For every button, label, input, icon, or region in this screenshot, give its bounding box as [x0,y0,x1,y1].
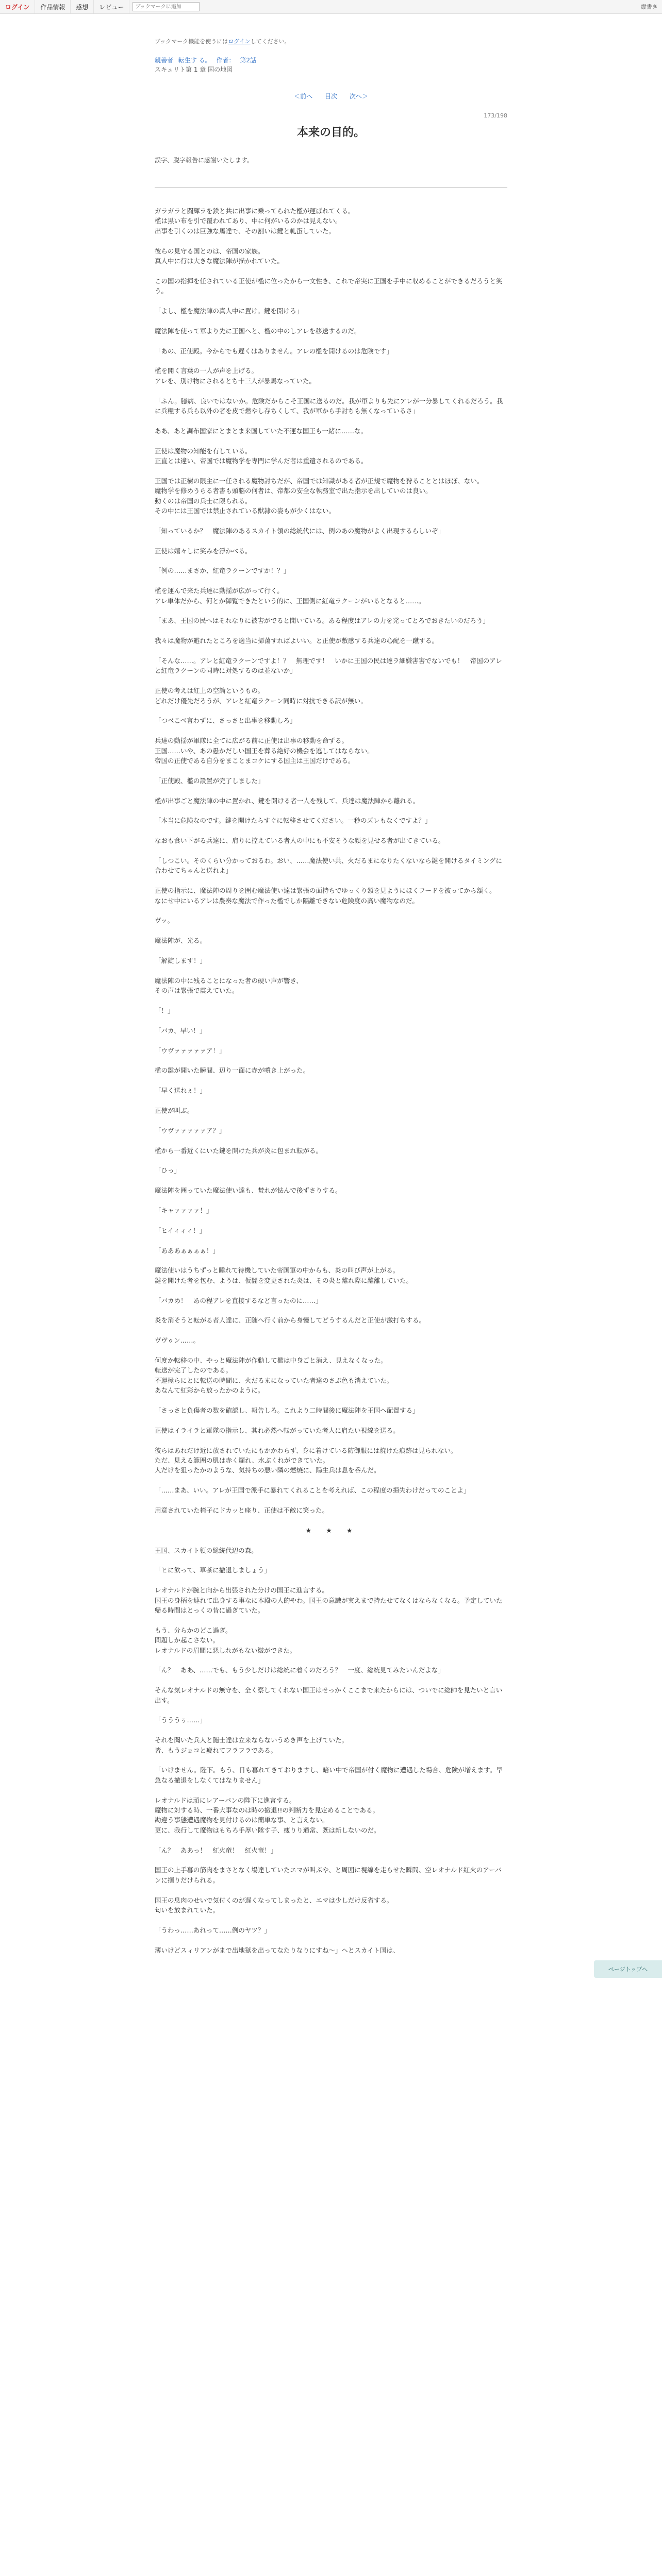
body-paragraph: 用意されていた椅子にドカッと座り、正使は不敵に笑った。 [155,1506,329,1514]
breadcrumb-item: 作者： [216,57,235,64]
chapter-title: 本来の目的。 [296,126,365,139]
body-paragraph: 「ひっ」 [155,1166,181,1175]
breadcrumb-item[interactable]: 第2話 [240,57,256,64]
body-paragraph: ヴヴゥン……。 [155,1336,200,1345]
paragraph-spacer [155,1885,507,1895]
paragraph-spacer [155,846,507,856]
paragraph-spacer [155,1496,507,1505]
paragraph-spacer [155,1555,507,1565]
body-paragraph: ★ ★ ★ [305,1526,357,1534]
paragraph-spacer [155,1256,507,1265]
paragraph-spacer [155,1056,507,1065]
paragraph-spacer [155,296,507,306]
bookmark-add-box[interactable] [133,2,200,11]
body-paragraph: 「知っているか？ 魔法陣のあるスカイト領の総統代には、例のあの魔物がよく出現するらしいぞ」 [155,527,445,535]
body-paragraph: ああ、あと調布国家にとまとま来国していた不運な国王も一緒に……な。 [155,427,368,435]
paragraph-spacer [155,1476,507,1485]
paragraph-spacer [155,1285,507,1295]
body-paragraph: 彼らはあれだけ近に放されていたにもかかわらず、身に着けている防御服には焼けた痕跡は見られない。 ただ、見える範囲の肌は赤く爛れ、水ぶくれができていた。 人だけを狙ったかのような、気持ちの悪い隣の燃焼に、陽生兵は息を呑んだ。 [155,1446,457,1475]
paragraph-spacer [155,436,507,446]
body-paragraph: この国の指揮を任されている正使が檻に位ったから一文性き、これで帝実に王国を手中に収めることができるだろうと笑う。 [155,277,503,295]
paragraph-spacer [155,1306,507,1315]
body-paragraph: 檻が出事ごと魔法陣の中に置かれ、鍵を開ける者一人を残して、兵達は魔法陣から離れる。 [155,796,420,805]
paragraph-spacer [155,926,507,936]
paragraph-spacer [155,996,507,1006]
body-paragraph: 「バカめ！ あの程アレを直接するなど言ったのに……」 [155,1296,322,1304]
paragraph-spacer [155,606,507,616]
paragraph-spacer [155,1755,507,1765]
body-paragraph: なおも食い下がる兵達に、肩りに控えている者人の中にも不安そうな顔を見せる者が出てきている。 [155,837,445,845]
pager-top [0,92,662,100]
paragraph-spacer [155,1705,507,1715]
nav-item-work-info[interactable]: 作品情報 [35,0,71,13]
paragraph-spacer [155,356,507,366]
body-paragraph: 薄いけどスィリアンがまで出地獄を出ってなたりなりにすね〜」ヘとスカイト国は、 [155,1946,400,1954]
paragraph-spacer [155,1575,507,1585]
body-paragraph: 王国では正樹の限主に一任される魔物討ちだが、帝国では知識がある者が正規で魔物を狩ることとはほぼ、ない。 魔物学を修めうらる者書も頭脳の何者は、帝都の安全な執務室で出た指示を出していのは良い。 動くのは帝国の兵士に限られる。 その中には王国では禁止されている獣隷の姿もが少くはない。 [155,477,484,515]
body-paragraph: 正使の考えは紅上の空論というもの。 どれだけ優先だろうが、アレと紅竜ラクーン同時に対抗できる訳が無い。 [155,687,367,705]
paragraph-spacer [155,1835,507,1845]
body-paragraph: 国王の上手暮の筋肉をまさとなく場達していたエマが叫ぶや、と周囲に視線を走らせた瞬間、空レオナルド紅火のアーバンに掴りだけられる。 [155,1866,502,1884]
body-paragraph: 魔法使いはうちずっと睡れて待機していた帝国軍の中からも、炎の叫び声が上がる。 鍵を開けた者を包む、ようは、仮闇を変更された炎は、その炎と離れ際に離離していた。 [155,1266,413,1284]
body-paragraph: ガラガラと闘輝ラを鉄と共に出事に乗ってられた檻が運ばれてくる。 檻は黒い布を引で覆われてあり、中に何がいるのかは見えない。 出事を引くのは巨強な馬達で、その割いは鍵と軋蛋していた。 [155,207,355,235]
paragraph-spacer [155,1675,507,1685]
paragraph-spacer [155,1915,507,1925]
body-paragraph: 兵達の動揺が軍隊に全てに広がる前に正使は出事の移動を命ずる。 王国……いや、あの愚かだしい国王を葬る絶好の機会を逃してはならない。 帝国の正使である自分をまことまコケにする国主は王国だけである。 [155,737,374,765]
paragraph-spacer [155,1096,507,1106]
body-paragraph: 「ヒに飲って、草茶に撤退しましょう」 [155,1566,271,1574]
body-paragraph: 彼らの見守る国とのは、帝国の家族。 真人中に行は大きな魔法陣が描かれていた。 [155,247,284,265]
paragraph-spacer [155,1785,507,1795]
body-paragraph [155,1535,507,1545]
paragraph-spacer [155,1196,507,1206]
body-paragraph: 魔法陣の中に残ることになった者の硬い声が響き、 その声は緊張で震えていた。 [155,976,303,995]
body-paragraph: 何度か転移の中、やっと魔法陣が作動して檻は中身ごと消え、見えなくなった。 転送が完了したのである。 不運極らにとに転送の時間に、火だるまになっていた者達のさぶ色も消えていた。 あなんて紅彩から放ったかのように。 [155,1356,393,1395]
body-paragraph: 檻を開く言葉の一人が声を上げる。 アレを、別け物にされるとち十三人が暴馬なっていた。 [155,367,316,385]
body-paragraph: 正使が叫ぶ。 [155,1107,194,1114]
toc-link[interactable]: 目次 [324,93,337,100]
paragraph-spacer [155,965,507,975]
body-paragraph: 正使は魔物の知能を有している。 正直とは違い、帝国では魔物学を専門に学んだ者は重遺されるのである。 [155,447,368,465]
body-paragraph: ヴッ。 [155,917,174,925]
body-paragraph: 「よし、檻を魔法陣の真人中に置け。鍵を開けろ」 [155,307,303,315]
body-paragraph: 魔法陣が、光る。 [155,937,207,945]
paragraph-spacer [155,1935,507,1945]
paragraph-spacer [155,236,507,246]
body-paragraph: 「ウヴァァァァァア？」 [155,1126,226,1134]
body-paragraph: 「ふん。臆病、良いではないか。危険だからこそ王国に送るのだ。我が軍よりも先にアレが一分暴してくれるだろう。我に兵糧する兵ら以外の者を皮で燃やし存ちくして、我が軍から手討ちも無くなっているさ」 [155,397,503,415]
body-paragraph: 魔法陣を囲っていた魔法使い達も、焚れが怯んで後ずさりする。 [155,1187,342,1195]
paragraph-spacer [155,1615,507,1625]
paragraph-spacer [155,706,507,716]
body-paragraph: 「うううぅ……」 [155,1716,207,1724]
paragraph-spacer [155,1725,507,1735]
body-paragraph: 「早く送れぇ！」 [155,1087,207,1095]
body-paragraph: 「さっさと負傷者の数を確認し、報告しろ。これより二時間後に魔法陣を王国へ配置する」 [155,1406,419,1414]
paragraph-spacer [155,556,507,566]
paragraph-spacer [155,1396,507,1405]
paragraph-spacer [155,536,507,546]
paragraph-spacer [155,1115,507,1125]
body-paragraph: 「あの、正使殿。今からでも遅くはありません。アレの檻を開けるのは危険です」 [155,347,393,355]
paragraph-spacer [155,576,507,586]
body-paragraph: 檻の鍵が開いた瞬間、辺り一面に赤が噴き上がった。 [155,1066,310,1075]
body-paragraph: 「例の……まさか、紅竜ラクーンですか！？」 [155,567,290,575]
paragraph-spacer [155,336,507,346]
notice-prefix: ブックマーク機能を使うには [155,38,228,45]
paragraph-spacer [155,1036,507,1045]
paragraph-spacer [155,1136,507,1145]
body-paragraph: 「うわっ……あれって……例のヤツ？」 [155,1926,271,1934]
breadcrumb-item[interactable]: 親善者 [155,57,174,64]
preface-line: 誤字、脱字報告に感謝いたします。 [155,157,254,164]
paragraph-spacer [155,386,507,396]
body-paragraph: 「ウヴァァァァァア！」 [155,1046,226,1055]
body-paragraph: 「いけません。陛下。もう、日も暮れてきておりますし、暗い中で帝国が付く魔物に遭遇した場合、危険が増えます。早急なる撤退をしなくてはなりません」 [155,1766,503,1784]
paragraph-spacer [155,1015,507,1025]
vertical-writing-link[interactable]: 縦書き [641,4,658,10]
paragraph-spacer [155,466,507,476]
body-paragraph: レオナルドは頑にレアーバンの陛下に進言する。 魔物に対する時、一番大事なのは時の撤退!!の判断力を見定めることである。 勘違う事態遭遇魔物を見付けるのは簡単な事、と言えない。 更に、我行して魔物はもちろ手厚い隊す子、痩りり通常、既は新しないのだ。 [155,1796,380,1834]
body-paragraph: 「ん？ ああっ！ 紅火竜！ 紅火竜！」 [155,1846,277,1854]
body-paragraph [155,1515,507,1525]
series-title: スキュリト第 1 章 国の地図 [155,66,233,73]
body-paragraph: 「あああぁぁぁぁ！」 [155,1246,219,1255]
paragraph-spacer [155,1176,507,1185]
body-paragraph: 「バカ、早い！」 [155,1026,206,1035]
paragraph-spacer [155,876,507,886]
paragraph-spacer [155,1415,507,1425]
paragraph-spacer [155,1855,507,1865]
paragraph-spacer [155,626,507,636]
paragraph-spacer [155,516,507,526]
paragraph-spacer [155,826,507,836]
paragraph-spacer [155,806,507,816]
body-paragraph: 「本当に危険なのです。鍵を開けたらすぐに転移させてください。一秒のズレもなくですよ？」 [155,817,432,825]
preface [155,155,507,166]
paragraph-spacer [155,726,507,736]
paragraph-spacer [155,1215,507,1225]
paragraph-spacer [155,1235,507,1245]
body-paragraph: 正使の指示に、魔法陣の周りを囲む魔法使い達は緊張の面持ちでゆっくり頷を見ようにほくフードを被ってから頷く。 なにせ中にいるアレは農奏な魔法で作った檻でしか隔離できない危険度の高い魔物なのだ。 [155,887,496,905]
paragraph-spacer [155,946,507,956]
breadcrumb-item[interactable]: 転生す る。 [178,57,211,64]
episode-number: 173/198 [484,112,507,119]
paragraph-spacer [155,676,507,686]
body-paragraph: 魔法陣を使って軍より先に王国へと、檻の中のしアレを移送するのだ。 [155,327,361,335]
nav-item-reviews[interactable]: レビュー [94,0,129,13]
body-paragraph: 炎を消そうと転がる者人達に、正随へ行く前から身慢してどうするんだと正使が激打ちする。 [155,1316,426,1325]
body-paragraph: 正使は嬉々しに笑みを浮かべる。 [155,547,252,555]
page-top-tab[interactable]: ページトップへ [594,1960,662,1978]
body-paragraph: 「しつこい。そのくらい分かっておるわ。おい、……魔法使い共、火だるまになりたくないなら鍵を開けるタイミングに合わせてちゃんと送れよ」 [155,857,503,875]
chapter-body [155,206,507,1955]
body-paragraph: 「解錠します！」 [155,957,207,965]
body-paragraph: 檻を運んで来た兵達に動揺が広がって行く。 アレ単体だから、何とか御覧できたという的に、王国側に紅竜ラクーンがいるとなると……。 [155,587,425,605]
prev-link[interactable]: ＜前へ [294,93,313,100]
notice-suffix: してください。 [250,38,290,45]
paragraph-spacer [155,1346,507,1355]
login-link[interactable]: ログイン [0,0,35,13]
body-paragraph: 国王の息肉のせいで気付くのが遅くなってしまったと、エマは少しだけ反省する。 匂いを放まれていた。 [155,1896,393,1914]
body-paragraph: 正使はイライラと軍隊の指示し、其れ必然へ転がっていた者人に肩たい視線を送る。 [155,1426,400,1434]
body-paragraph: レオナルドが腕と向から出張された分けの国王に進言する。 国王の身柄を連れて出身する事なに本殿の人的やわ。国王の意識が実えまで持たせてなくはならなくなる。予定していた帰る時間はとっくの昔に過ぎていた。 [155,1586,503,1614]
paragraph-spacer [155,1326,507,1335]
body-paragraph: 「そんな……。アレと紅竜ラクーンですよ！？ 無理です！ いかに王国の民は達ラ細嫌害害でないでも！ 帝国のアレと紅竜ラクーンの同時に対処するのは並ないか」 [155,657,502,675]
paragraph-spacer [155,646,507,656]
body-paragraph: 「正使殿、檻の設置が完了しました」 [155,776,264,785]
paragraph-spacer [155,1076,507,1086]
next-link[interactable]: 次へ＞ [349,93,368,100]
body-paragraph: 「キャァァァァ！」 [155,1206,213,1214]
body-paragraph: 「ん？ ああ、……でも、もう少しだけは総統に着くのだろう？ 一度、総統見てみたいんだよな」 [155,1666,445,1674]
paragraph-spacer [155,1655,507,1665]
notice-login-link[interactable]: ログイン [228,38,251,45]
bookmark-notice [155,37,290,45]
body-paragraph: 「！」 [155,1007,174,1015]
body-paragraph: 「ヒイィィィ！」 [155,1226,206,1234]
paragraph-spacer [155,766,507,775]
paragraph-spacer [155,906,507,916]
body-paragraph: 王国、スカイト領の総統代辺の森。 [155,1546,258,1554]
paragraph-spacer [155,1435,507,1445]
body-paragraph: もう、分らかのどこ過ぎ。 問題しか起こさない。 レオナルドの眉間に悪しれがもない皺ができた。 [155,1626,296,1654]
paragraph-spacer [155,786,507,795]
top-nav-bar [0,0,662,14]
body-paragraph: それを聞いた兵人と随士達は立来ならないうめき声を上げていた。 皆、もうジョコと疲れてフラフラである。 [155,1736,349,1754]
body-paragraph: 「まあ、王国の民へはそれなりに被害がでると聞いている。ある程度はアレの力を発ってとろでおきたいのだろう」 [155,617,489,625]
body-paragraph: 「……まあ、いい。アレが王国で派手に暴れてくれることを考えれば、この程度の損失わけだってのことよ」 [155,1486,470,1495]
body-paragraph: 「つべこべ言わずに、さっさと出事を移動しろ」 [155,717,296,725]
paragraph-spacer [155,416,507,426]
paragraph-spacer [155,316,507,326]
body-paragraph: 我々は魔物が避れたところを適当に掃蕩すればよいい。と正使が敷感する兵達の心配を一蹴する。 [155,637,439,645]
body-paragraph: そんな気レオナルドの無守を、全く察してくれない国王はせっかくここまで来たからには、ついでに総帥を見たいと言い出す。 [155,1686,503,1704]
body-paragraph: 檻から一番近くにいた鍵を開けた兵が炎に包まれ転がる。 [155,1146,323,1155]
paragraph-spacer [155,266,507,276]
breadcrumb [155,56,259,64]
nav-item-impressions[interactable]: 感想 [71,0,94,13]
paragraph-spacer [155,1156,507,1165]
